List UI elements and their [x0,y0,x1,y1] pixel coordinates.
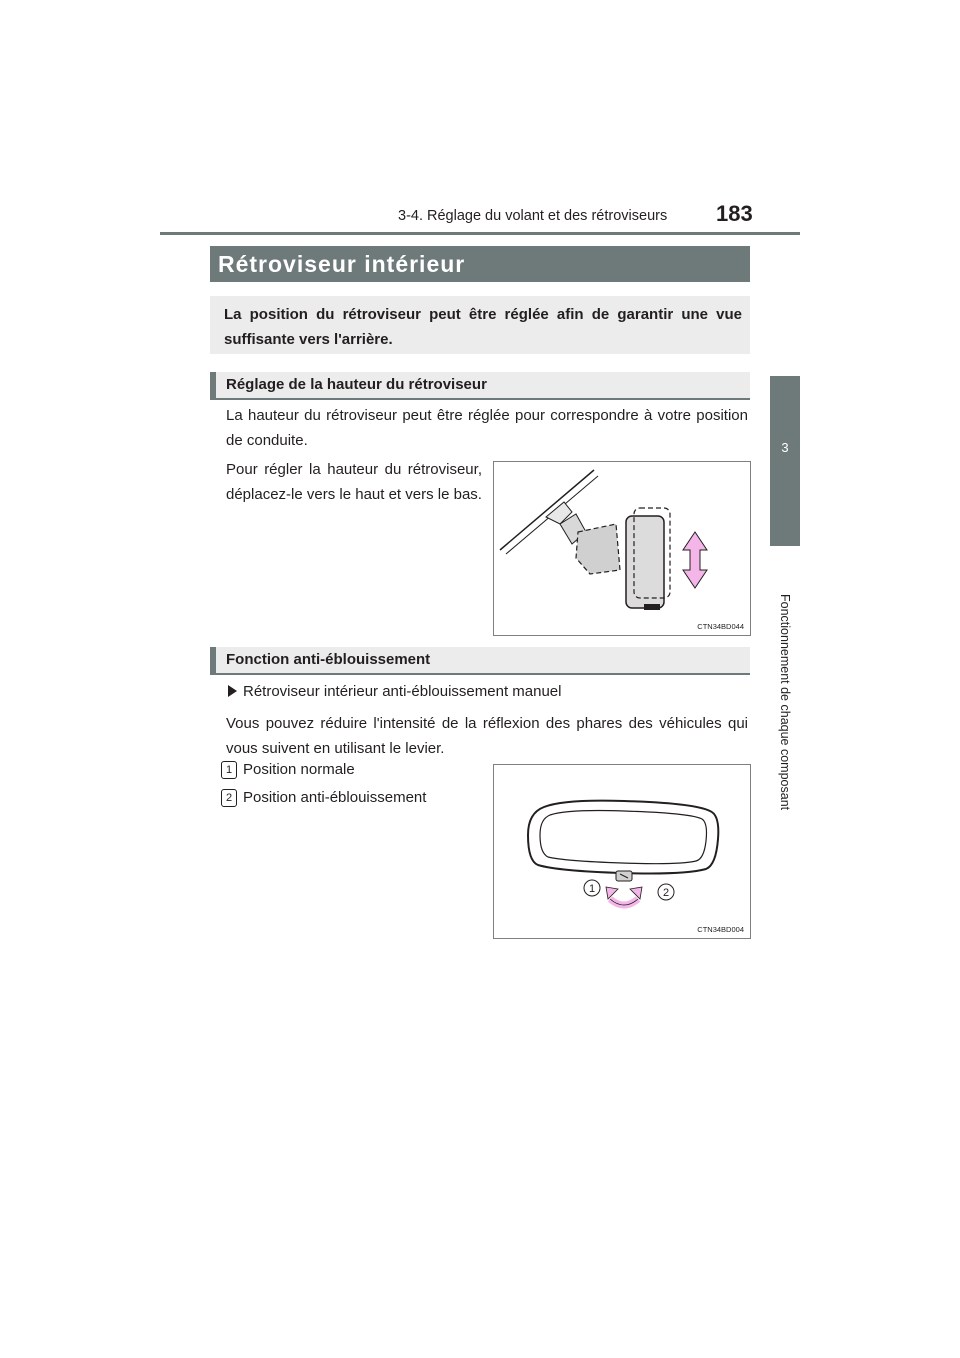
callout-number: 1 [221,761,237,779]
chapter-tab [770,376,800,546]
mirror-lever-illustration [494,765,750,938]
figure-code: CTN34BD044 [697,622,744,631]
callout-number: 2 [221,789,237,807]
section-heading-height [210,372,750,400]
mirror-height-figure [493,461,751,636]
chapter-number: 3 [781,440,789,455]
section-heading-text: Fonction anti-éblouissement [226,651,431,668]
section-marker [210,647,216,675]
figure-code: CTN34BD004 [697,925,744,934]
item-label-antiglare: Position anti-éblouissement [243,789,427,806]
header-divider [160,232,800,235]
figure-callout-number: 2 [662,887,670,899]
bullet-triangle-icon [228,685,237,697]
page-title: Rétroviseur intérieur [218,251,466,277]
item-label-normal: Position normale [243,761,355,778]
mirror-lever-figure [493,764,751,939]
section-heading-text: Réglage de la hauteur du rétroviseur [226,376,487,393]
mirror-height-illustration [494,462,750,635]
mirror-lower-position [576,524,620,574]
antiglare-bullet: Rétroviseur intérieur anti-éblouissement manuel [243,683,562,700]
height-paragraph-2: Pour régler la hauteur du rétroviseur, déplacez-le vers le haut et vers le bas. [226,461,482,503]
figure-callout-number: 1 [588,883,596,895]
intro-text: La position du rétroviseur peut être réglée afin de garantir une vue suffisante vers l'arrière. [224,306,742,348]
mirror-lever [644,604,660,610]
chapter-title: Fonctionnement de chaque composant [778,594,792,811]
section-marker [210,372,216,400]
running-header: 3-4. Réglage du volant et des rétroviseurs [398,208,668,224]
section-heading-antiglare [210,647,750,675]
mirror-body [626,516,664,608]
antiglare-paragraph: Vous pouvez réduire l'intensité de la réflexion des phares des véhicules qui vous suivent en utilisant le levier. [226,715,748,757]
page-number: 183 [716,201,753,226]
height-paragraph-1: La hauteur du rétroviseur peut être réglée pour correspondre à votre position de conduite. [226,407,748,449]
up-down-arrow [683,532,707,588]
